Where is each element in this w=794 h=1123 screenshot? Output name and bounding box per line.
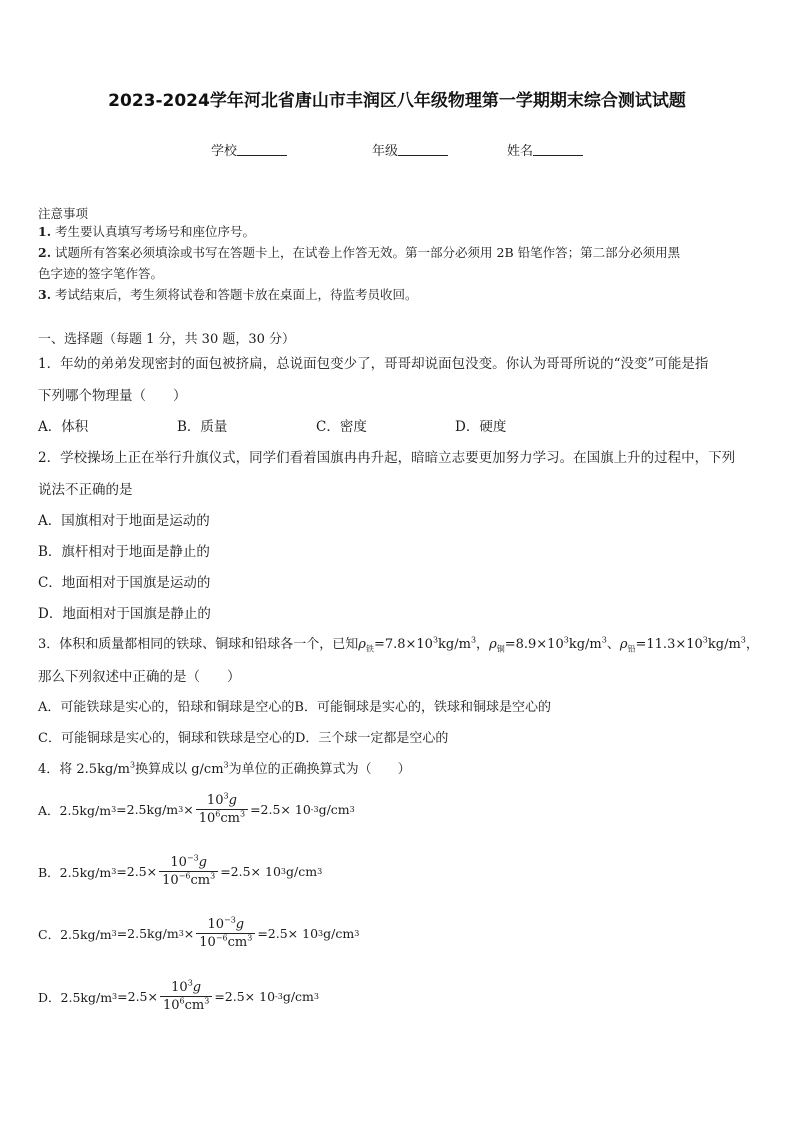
rho-cu-sub: 铜: [496, 644, 505, 654]
q4-option-d: D．2.5kg/m 3 =2.5× $\frac{10^3g}{10^6cm^3}$ =2.5× 10 -3 g/cm 3: [38, 978, 319, 1013]
q4-stem-c: 为单位的正确换算式为（ ）: [228, 762, 411, 777]
section-heading: 一、选择题（每题 1 分，共 30 题，30 分）: [38, 332, 296, 347]
q1-option-c: C．密度: [316, 419, 367, 435]
notice-text-cont: 色字迹的签字笔作答。: [38, 266, 164, 281]
q1-option-a: A．体积: [38, 419, 89, 435]
rho-fe-value: =7.8×10: [373, 637, 433, 652]
q1-option-d: D．硬度: [455, 419, 507, 435]
notice-text: 考试结束后，考生须将试卷和答题卡放在桌面上，待监考员收回。: [55, 287, 418, 302]
q1-option-b: B．质量: [177, 419, 228, 435]
rho-pb-sub: 铅: [627, 644, 636, 654]
grade-field: [372, 140, 448, 159]
q4-option-b: B．2.5kg/m 3 =2.5× $\frac{10^{-3}g}{10^{-6}cm^3}$ =2.5× 10 3 g/cm 3: [38, 853, 323, 888]
grade-label: 年级: [372, 144, 399, 159]
notice-item-1: [38, 221, 760, 242]
q2-option-a: A．国旗相对于地面是运动的: [38, 513, 210, 529]
rho-cu-unit: kg/m: [568, 637, 602, 652]
exam-title: 2023-2024学年河北省唐山市丰润区八年级物理第一学期期末综合测试试题: [108, 91, 686, 111]
q4-option-a: A．2.5kg/m 3 =2.5kg/m 3 × $\frac{10^3g}{10^6cm^3}$ =2.5× 10 -3 g/cm 3: [38, 791, 355, 826]
q2-option-d: D．地面相对于国旗是静止的: [38, 606, 211, 622]
q4-c-mid: =2.5kg/m: [116, 926, 179, 941]
q4-b-result: =2.5× 10: [220, 864, 281, 879]
rho-cu-value: =8.9×10: [504, 637, 564, 652]
school-field: [211, 140, 287, 159]
q4-d-fraction: $\frac{10^3g}{10^6cm^3}$: [160, 980, 212, 1013]
name-field: [507, 140, 583, 159]
q1-stem-line2: 下列哪个物理量（ ）: [38, 388, 187, 404]
q3-stem-line2: 那么下列叙述中正确的是（ ）: [38, 669, 241, 685]
q2-option-c: C．地面相对于国旗是运动的: [38, 575, 211, 591]
q4-b-lhs: B．2.5kg/m: [38, 864, 112, 880]
school-blank: [237, 143, 287, 156]
q4-stem-b: 换算成以 g/cm: [135, 762, 224, 777]
school-label: 学校: [211, 144, 238, 159]
q4-a-mid: =2.5kg/m: [116, 802, 179, 817]
q2-stem-line2: 说法不正确的是: [38, 482, 133, 498]
q4-a-lhs: A．2.5kg/m: [38, 802, 112, 818]
notice-item-3: [38, 284, 760, 305]
rho-fe-sub: 铁: [365, 644, 374, 654]
q2-option-b: B．旗杆相对于地面是静止的: [38, 544, 210, 560]
q4-a-result: =2.5× 10: [250, 802, 311, 817]
q2-stem-line1: 2．学校操场上正在举行升旗仪式，同学们看着国旗冉冉升起，暗暗立志要更加努力学习。在国旗上升的过程中，下列: [38, 450, 736, 466]
q4-d-mid: =2.5×: [117, 989, 158, 1004]
notice-text: 试题所有答案必须填涂或书写在答题卡上，在试卷上作答无效。第一部分必须用 2B 铅笔作答；第二部分必须用黑: [55, 245, 681, 260]
q4-b-mid: =2.5×: [116, 864, 158, 879]
rho-pb-unit: kg/m: [707, 637, 741, 652]
q1-stem-line1: 1．年幼的弟弟发现密封的面包被挤扁，总说面包变少了，哥哥却说面包没变。你认为哥哥所说的“没变”可能是指: [38, 356, 709, 372]
q4-stem-a: 4．将 2.5kg/m: [38, 762, 130, 777]
q3-options-ab: A．可能铁球是实心的，铅球和铜球是空心的B．可能铜球是实心的，铁球和铜球是空心的: [38, 700, 551, 715]
notice-item-2: [38, 242, 760, 284]
q4-option-c: C．2.5kg/m 3 =2.5kg/m 3 × $\frac{10^{-3}g}{10^{-6}cm^3}$ =2.5× 10 3 g/cm 3: [38, 915, 360, 950]
rho-fe-unit: kg/m: [438, 637, 471, 652]
q4-d-lhs: D．2.5kg/m: [38, 989, 113, 1005]
q4-c-fraction: $\frac{10^{-3}g}{10^{-6}cm^3}$: [196, 917, 255, 950]
notice-num: 3.: [38, 287, 52, 302]
q4-d-result: =2.5× 10: [214, 989, 276, 1004]
q3-stem-text: 3．体积和质量都相同的铁球、铜球和铅球各一个，已知: [38, 637, 359, 652]
name-label: 姓名: [507, 144, 534, 159]
name-blank: [533, 143, 583, 156]
q4-b-fraction: $\frac{10^{-3}g}{10^{-6}cm^3}$: [159, 855, 218, 888]
q4-c-lhs: C．2.5kg/m: [38, 926, 112, 942]
notice-heading: 注意事项: [38, 206, 89, 221]
q4-c-result: =2.5× 10: [257, 926, 319, 941]
q4-a-fraction: $\frac{10^3g}{10^6cm^3}$: [196, 793, 248, 826]
q4-stem: 4．将 $2.5kg/m^3$换算成以 $g/cm^3$为单位的正确换算式为（ ）: [38, 760, 411, 777]
q3-stem-line1: 3．体积和质量都相同的铁球、铜球和铅球各一个，已知$\rho_铁=7.8\times 10^3kg/m^3$，$\rho_铜=8.9\times 10^3kg/m^3$、$\rho_铅=11.3\times 10^3kg/m^3$，: [38, 635, 759, 654]
notice-num: 1.: [38, 224, 52, 239]
rho-pb-value: =11.3×10: [635, 637, 703, 652]
notice-num: 2.: [38, 245, 52, 260]
q3-options-cd: C．可能铜球是实心的，铜球和铁球是空心的D．三个球一定都是空心的: [38, 731, 449, 746]
q1-options: [38, 415, 760, 435]
notice-text: 考生要认真填写考场号和座位序号。: [55, 224, 256, 239]
grade-blank: [398, 143, 448, 156]
